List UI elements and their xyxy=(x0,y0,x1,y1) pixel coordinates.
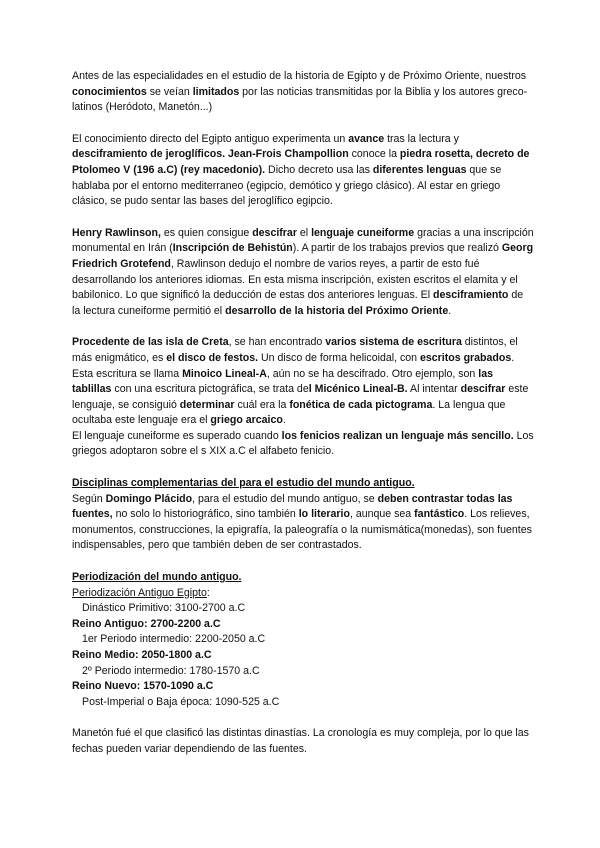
bold-text-run: el disco de festos. xyxy=(166,351,259,364)
text-run: . xyxy=(448,304,452,317)
text-run: . xyxy=(282,414,286,427)
period-item: Dinástico Primitivo: 3100-2700 a.C xyxy=(82,602,246,615)
text-run: el xyxy=(296,226,312,239)
bold-text-run: Henry Rawlinson, xyxy=(72,226,161,239)
text-run: , para el estudio del mundo antiguo, se xyxy=(192,492,378,505)
text-run: que se hablaba por el entorno mediterraneo (egipcio, demótico y griego clásico). Al estar en griego clásico, se pudo sentar las bases del jeroglífico egipcio. xyxy=(72,163,502,208)
paragraph-intro xyxy=(72,69,534,116)
bold-text-run: limitados xyxy=(192,85,240,98)
text-run: no solo lo historiográfico, sino también xyxy=(112,508,299,521)
bold-text-run: fantástico xyxy=(414,508,465,521)
periodizacion-subheading-text: Periodización Antiguo Egipto xyxy=(72,586,207,599)
period-item: 2º Periodo intermedio: 1780-1570 a.C xyxy=(82,664,260,677)
text-run: Un disco de forma helicoidal, con xyxy=(258,351,420,364)
paragraph-disciplinas xyxy=(72,492,534,554)
text-run: El lenguaje cuneiforme es superado cuando xyxy=(72,429,282,442)
text-run: . Los relieves, monumentos, construcciones, la epigrafía, la paleografía o la numismática(monedas), son fuentes indispensables, pero que también deben de ser contrastados. xyxy=(72,508,532,552)
text-run: Al intentar xyxy=(407,383,461,396)
text-run: de la lectura cuneiforme permitió el xyxy=(72,289,524,317)
text-run: es quien consigue xyxy=(160,226,253,239)
bold-text-run: lo literario xyxy=(298,508,350,521)
text-run: Los griegos adoptaron sobre el s XIX a.C el alfabeto fenicio. xyxy=(72,429,534,458)
text-run: . La lengua que ocultaba este lenguaje era el xyxy=(72,398,506,427)
period-item: Reino Nuevo: 1570-1090 a.C xyxy=(72,680,214,693)
bold-text-run: Minoico Lineal-A xyxy=(182,367,267,380)
bold-text-run: Domingo Plácido xyxy=(105,492,193,505)
text-run: gracias a una inscripción monumental en Irán ( xyxy=(72,226,534,255)
text-run: Según xyxy=(72,492,106,505)
text-run: conoce la xyxy=(348,148,400,161)
text-run: cuál era la xyxy=(234,398,290,411)
bold-text-run: descifrar xyxy=(460,383,506,396)
bold-text-run: diferentes lenguas xyxy=(372,163,467,176)
paragraph-phoenicians xyxy=(72,429,534,460)
document-page xyxy=(72,69,534,774)
periodizacion-subheading-colon: : xyxy=(206,586,210,599)
bold-text-run: deben contrastar todas las fuentes, xyxy=(72,492,513,521)
paragraph-maneton: Manetón fué el que clasificó las distintas dinastías. La cronología es muy compleja, por lo que las fechas pueden variar dependiendo de las fuentes. xyxy=(72,727,529,755)
bold-text-run: piedra rosetta, decreto de Ptolomeo V (196 a.C) (rey macedonio). xyxy=(72,148,530,176)
period-item: 1er Periodo intermedio: 2200-2050 a.C xyxy=(82,633,266,646)
bold-text-run: desciframiento de jeroglíficos. Jean-Frois Champollion xyxy=(72,148,349,161)
bold-text-run: los fenicios realizan un lenguaje más sencillo. xyxy=(281,429,514,442)
text-run: El conocimiento directo del Egipto antiguo experimenta un xyxy=(72,132,349,145)
bold-text-run: Procedente de las isla de Creta xyxy=(72,336,229,349)
text-run: con una escritura pictográfica, se trata de xyxy=(111,383,309,396)
text-run: Antes de las especialidades en el estudio de la historia de Egipto y de Próximo Oriente, nuestros xyxy=(72,70,527,82)
period-list xyxy=(72,601,534,710)
text-run: , Rawlinson dedujo el nombre de varios reyes, a partir de esto fué desarrollando los anteriores idiomas. En esta misma inscripción, existen escritos el elamita y el babilonico. Lo que significó la deducción de estas dos anteriores lenguas. El xyxy=(72,257,518,302)
text-run: tras la lectura y xyxy=(384,132,459,145)
bold-text-run: Inscripción de Behistún xyxy=(172,242,293,255)
text-run: se veían xyxy=(146,85,193,98)
bold-text-run: l Micénico Lineal-B. xyxy=(308,383,408,396)
paragraph-crete xyxy=(72,335,534,429)
bold-text-run: fonética de cada pictograma xyxy=(289,398,433,411)
text-run: este lenguaje, se consiguió xyxy=(72,383,529,411)
paragraph-egypt-decipherment xyxy=(72,132,534,210)
bold-text-run: conocimientos xyxy=(72,85,147,98)
bold-text-run: lenguaje cuneiforme xyxy=(311,226,415,239)
text-run: , aunque sea xyxy=(349,508,415,521)
bold-text-run: determinar xyxy=(179,398,235,411)
bold-text-run: descifrar xyxy=(252,226,297,239)
bold-text-run: escritos grabados xyxy=(420,351,512,364)
period-item: Reino Medio: 2050-1800 a.C xyxy=(72,649,212,661)
bold-text-run: Georg Friedrich Grotefend xyxy=(72,242,534,270)
text-run: , aún no se ha descifrado. Otro ejemplo, son xyxy=(266,367,479,380)
paragraph-rawlinson xyxy=(72,226,534,320)
period-item: Post-Imperial o Baja época: 1090-525 a.C xyxy=(82,695,280,708)
bold-text-run: avance xyxy=(348,132,385,145)
periodizacion-subheading xyxy=(72,586,534,602)
bold-text-run: griego arcaico xyxy=(210,414,283,427)
period-item: Reino Antiguo: 2700-2200 a.C xyxy=(72,617,221,630)
periodizacion-heading: Periodización del mundo antiguo. xyxy=(72,571,242,584)
bold-text-run: las tablillas xyxy=(72,367,494,396)
disciplinas-heading: Disciplinas complementarias del para el estudio del mundo antiguo. xyxy=(72,477,415,490)
text-run: distintos, el más enigmático, es xyxy=(72,336,518,364)
text-run: Dicho decreto usa las xyxy=(265,163,373,176)
bold-text-run: varios sistema de escritura xyxy=(325,336,462,349)
bold-text-run: desciframiento xyxy=(433,289,509,302)
text-run: ). A partir de los trabajos previos que realizó xyxy=(292,242,502,255)
text-run: por las noticias transmitidas por la Biblia y los autores greco-latinos (Heródoto, Manetón...) xyxy=(72,85,528,114)
text-run: . Esta escritura se llama xyxy=(72,351,515,380)
text-run: , se han encontrado xyxy=(228,336,326,349)
bold-text-run: desarrollo de la historia del Próximo Oriente xyxy=(225,304,449,317)
